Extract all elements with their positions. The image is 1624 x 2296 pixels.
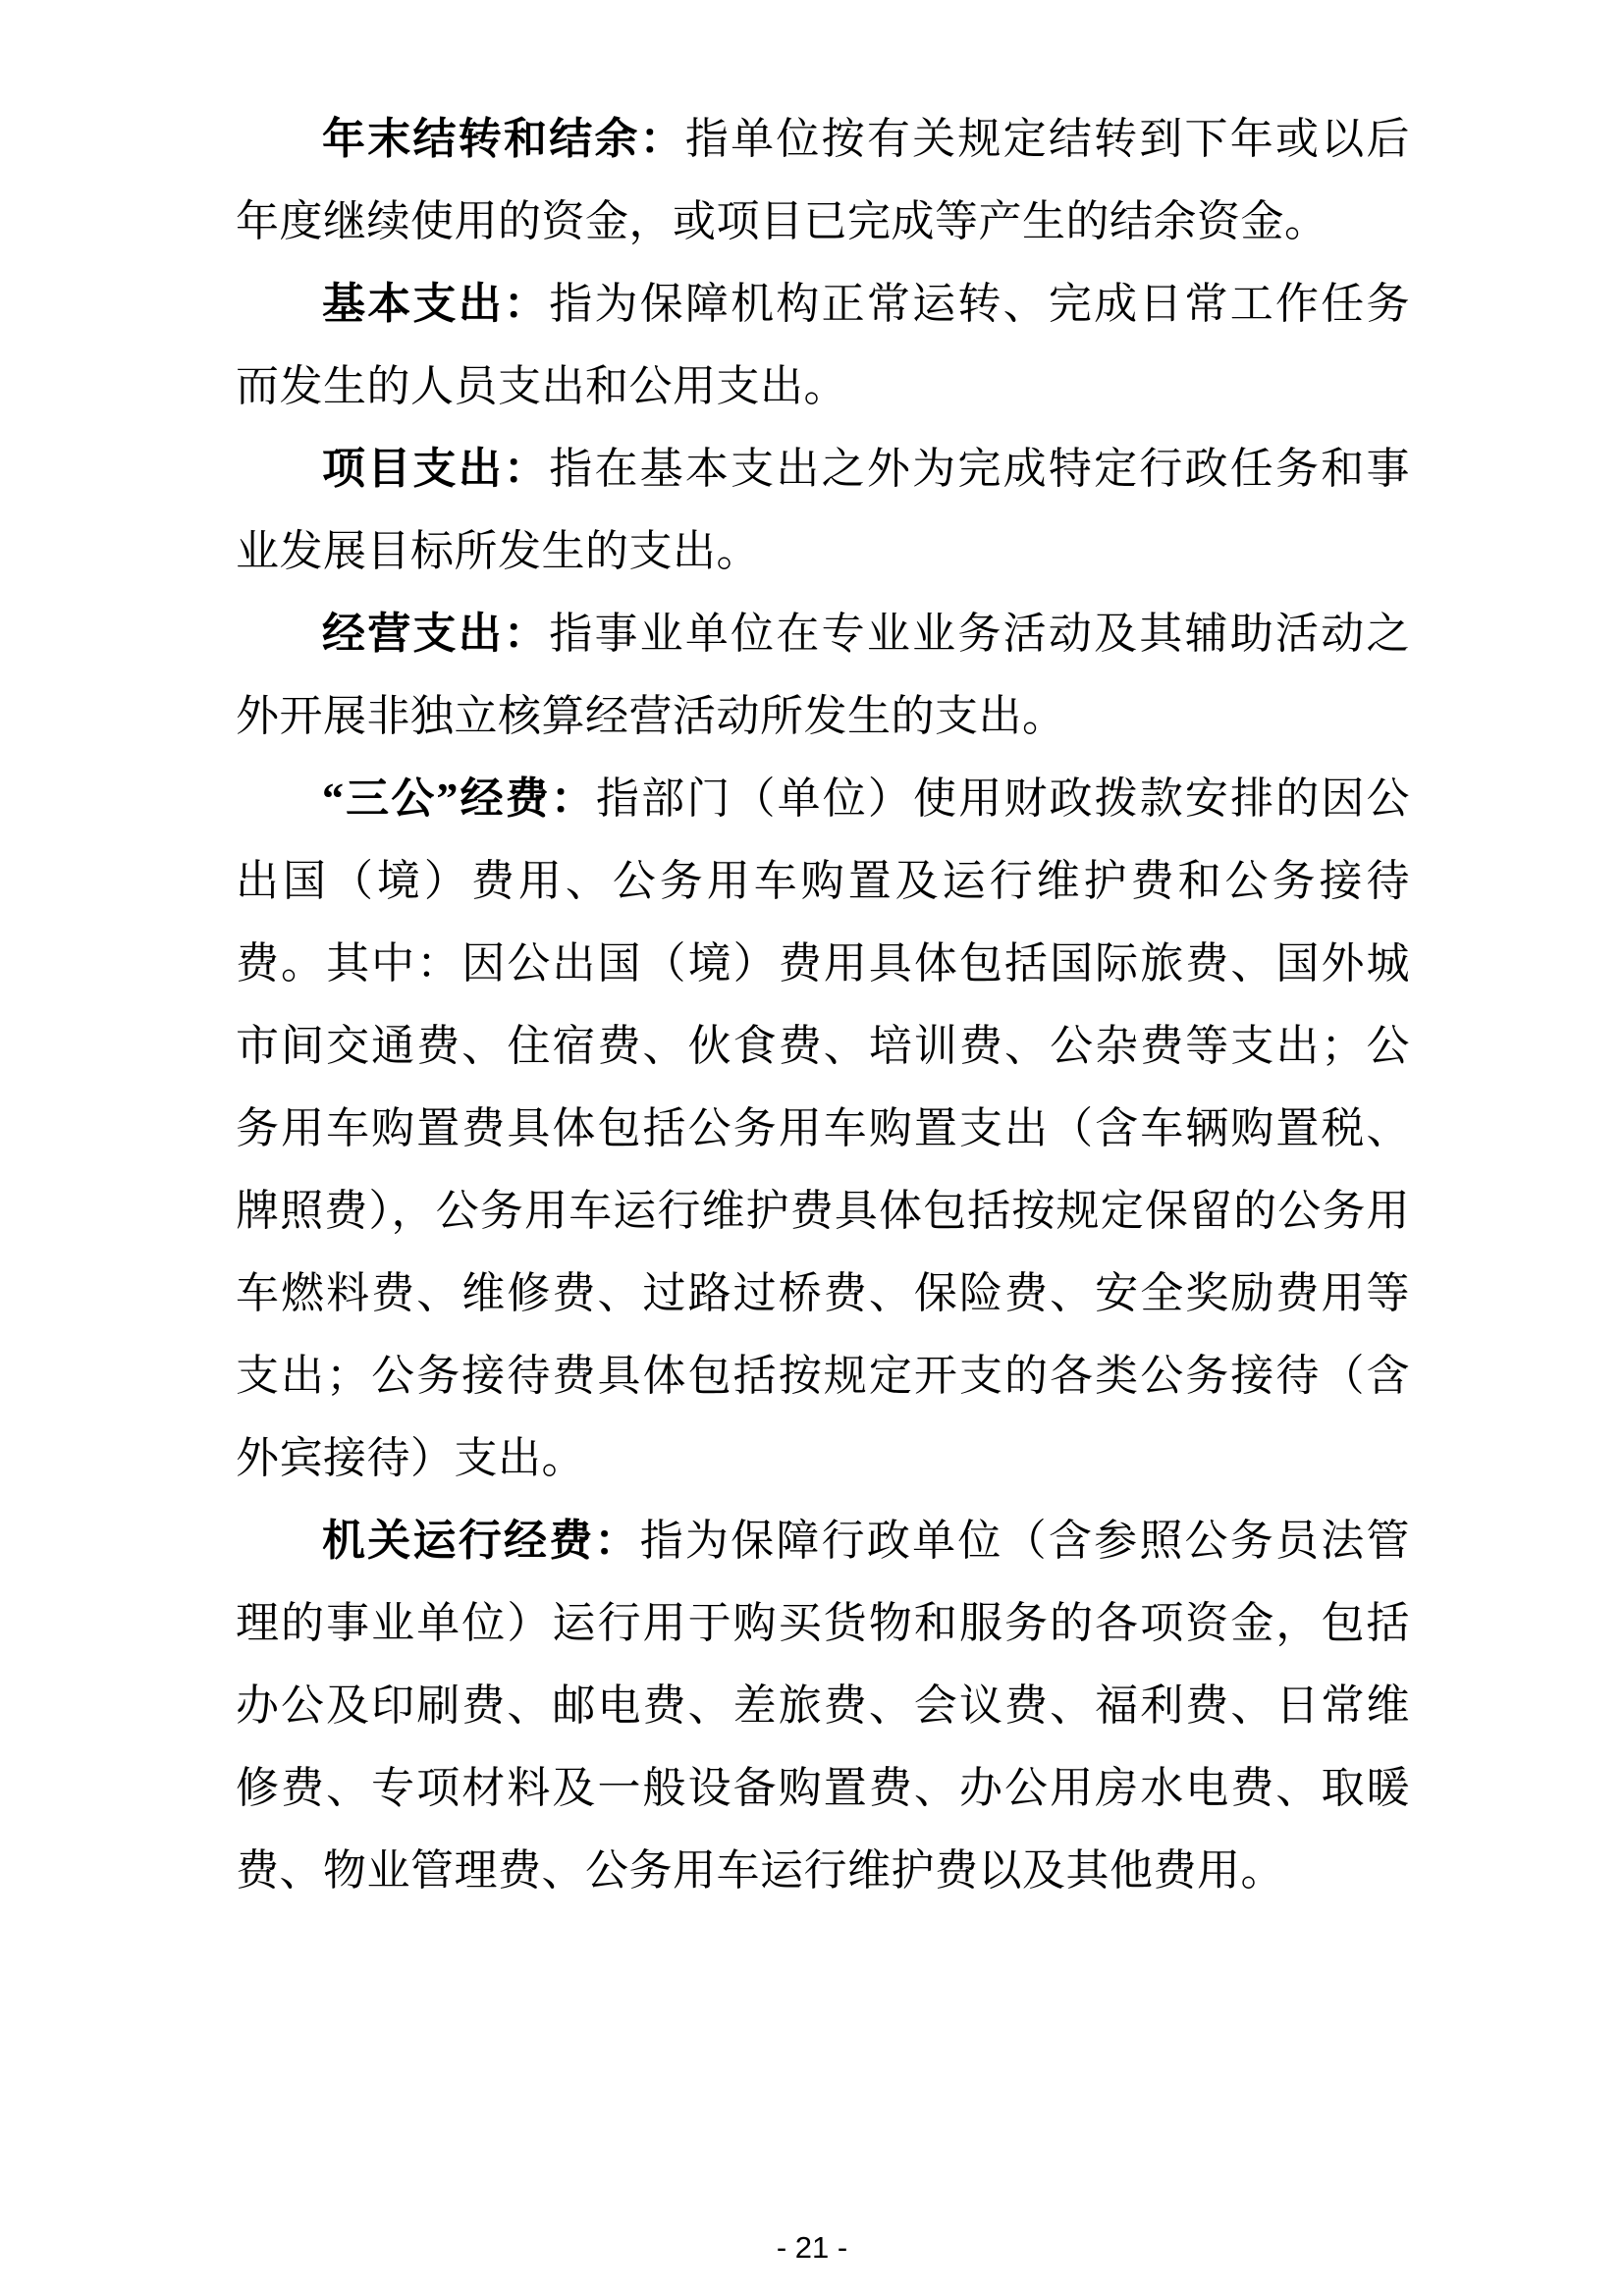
paragraph-body: 指部门（单位）使用财政拨款安排的因公出国（境）费用、公务用车购置及运行维护费和公务接待费。其中：因公出国（境）费用具体包括国际旅费、国外城市间交通费、住宿费、伙食费、培训费、公杂费等支出；公务用车购置费具体包括公务用车购置支出（含车辆购置税、牌照费），公务用车运行维护费具体包括按规定保留的公务用车燃料费、维修费、过路过桥费、保险费、安全奖励费用等支出；公务接待费具体包括按规定开支的各类公务接待（含外宾接待）支出。 [236, 774, 1411, 1482]
paragraph-basic-expenditure [236, 263, 1410, 428]
paragraph-body: 指事业单位在专业业务活动及其辅助活动之外开展非独立核算经营活动所发生的支出。 [236, 610, 1411, 740]
paragraph-year-end-carryover [236, 98, 1410, 263]
term-label: “三公”经费： [322, 774, 597, 823]
term-label: 基本支出： [322, 280, 550, 328]
paragraph-agency-operating-funds [236, 1500, 1410, 1912]
paragraph-three-public-funds [236, 758, 1410, 1500]
document-body [236, 98, 1410, 1912]
paragraph-project-expenditure [236, 428, 1410, 593]
paragraph-body: 指在基本支出之外为完成特定行政任务和事业发展目标所发生的支出。 [236, 445, 1411, 575]
paragraph-body: 指为保障行政单位（含参照公务员法管理的事业单位）运行用于购买货物和服务的各项资金，包括办公及印刷费、邮电费、差旅费、会议费、福利费、日常维修费、专项材料及一般设备购置费、办公用房水电费、取暖费、物业管理费、公务用车运行维护费以及其他费用。 [236, 1517, 1411, 1895]
term-label: 经营支出： [322, 610, 550, 658]
page-number: - 21 - [776, 2230, 848, 2265]
term-label: 机关运行经费： [322, 1517, 640, 1565]
paragraph-body: 指单位按有关规定结转到下年或以后年度继续使用的资金，或项目已完成等产生的结余资金。 [236, 115, 1411, 245]
paragraph-operating-expenditure [236, 593, 1410, 758]
term-label: 项目支出： [322, 445, 550, 493]
term-label: 年末结转和结余： [322, 115, 685, 163]
paragraph-body: 指为保障机构正常运转、完成日常工作任务而发生的人员支出和公用支出。 [236, 280, 1411, 410]
